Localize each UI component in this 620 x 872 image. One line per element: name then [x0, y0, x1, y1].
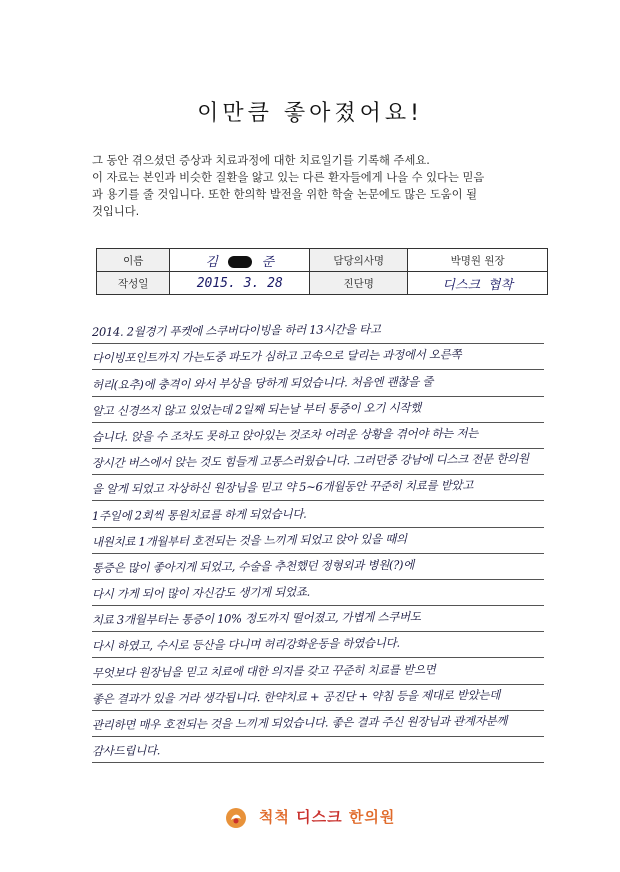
diary-line-text: 통증은 많이 좋아지게 되었고, 수술을 추천했던 정형외과 병원(?)에	[91, 557, 415, 575]
diary-line-text: 2014. 2월경기 푸켓에 스쿠버다이빙을 하러 13시간을 타고	[91, 322, 381, 340]
diary-line-text: 장시간 버스에서 앉는 것도 힘들게 고통스러웠습니다. 그러던중 강남에 디스크 전문 한의원	[91, 451, 529, 471]
clinic-name-part2: 디스크	[296, 808, 343, 826]
patient-info-table	[96, 248, 548, 295]
diary-line	[92, 632, 544, 658]
diary-line-text: 다시 하였고, 수시로 등산을 다니며 허리강화운동을 하였습니다.	[91, 636, 400, 654]
intro-line: 과 용기를 줄 것입니다. 또한 한의학 발전을 위한 학술 논문에도 많은 도움이 될	[92, 188, 477, 201]
doctor-label: 담당의사명	[310, 249, 408, 272]
intro-text	[92, 152, 552, 220]
diary-line	[92, 344, 544, 370]
diary-lines	[92, 318, 544, 763]
diary-line-text: 을 알게 되었고 자상하신 원장님을 믿고 약 5~6개월동안 꾸준히 치료를 받았고	[91, 478, 474, 497]
intro-line: 것입니다.	[92, 205, 140, 218]
diary-line-text: 습니다. 앉을 수 조차도 못하고 앉아있는 것조차 어려운 상황을 겪어야 하는 저는	[91, 425, 479, 444]
diary-line	[92, 423, 544, 449]
diary-line	[92, 397, 544, 423]
clinic-name-part3: 한의원	[348, 808, 396, 826]
diary-line-text: 내원치료 1개월부터 호전되는 것을 느끼게 되었고 앉아 있을 때의	[91, 531, 407, 549]
name-label: 이름	[97, 249, 170, 272]
clinic-emblem-icon	[225, 807, 247, 829]
diary-line-text: 다시 가게 되어 많이 자신감도 생기게 되었죠.	[91, 584, 311, 602]
name-value	[170, 249, 310, 272]
diary-line-text: 다이빙포인트까지 가는도중 파도가 심하고 고속으로 달리는 과정에서 오른쪽	[91, 347, 462, 366]
date-value: 2015. 3. 28	[170, 272, 310, 295]
diary-line	[92, 685, 544, 711]
page-title: 이만큼 좋아졌어요!	[197, 101, 423, 126]
diary-line	[92, 475, 544, 501]
diary-line	[92, 580, 544, 606]
diary-line	[92, 658, 544, 684]
clinic-name-part1: 척척	[258, 808, 290, 826]
intro-line: 그 동안 겪으셨던 증상과 치료과정에 대한 치료일기를 기록해 주세요.	[92, 154, 430, 167]
diary-line-text: 알고 신경쓰지 않고 있었는데 2일째 되는날 부터 통증이 오기 시작했	[91, 400, 422, 418]
diary-line-text: 치료 3개월부터는 통증이 10% 정도까지 떨어졌고, 가볍게 스쿠버도	[91, 609, 421, 628]
diary-line-text: 좋은 결과가 있을 거라 생각됩니다. 한약치료 + 공진단 + 약침 등을 제대로 받았는데	[91, 687, 501, 706]
diary-line-text: 감사드립니다.	[91, 743, 161, 759]
diagnosis-value: 디스크 협착	[408, 272, 548, 295]
diary-line-text: 1주일에 2회씩 통원치료를 하게 되었습니다.	[91, 506, 307, 523]
intro-line: 이 자료는 본인과 비슷한 질환을 앓고 있는 다른 환자들에게 나을 수 있다는 믿음	[92, 171, 485, 184]
diary-line	[92, 737, 544, 763]
diary-line-text: 무엇보다 원장님을 믿고 치료에 대한 의지를 갖고 꾸준히 치료를 받으면	[91, 662, 436, 680]
name-value-first: 김	[205, 254, 218, 270]
name-value-last: 준	[261, 254, 275, 270]
clinic-logo	[0, 806, 620, 829]
doctor-value: 박명원 원장	[408, 249, 548, 272]
redaction-blot	[228, 256, 252, 268]
diary-line-text: 허리(요추)에 충격이 와서 부상을 당하게 되었습니다. 처음엔 괜찮을 줄	[91, 373, 434, 392]
diary-line	[92, 370, 544, 396]
diary-line	[92, 711, 544, 737]
diagnosis-label: 진단명	[310, 272, 408, 295]
diary-line	[92, 449, 544, 475]
diary-line	[92, 318, 544, 344]
diary-line-text: 관리하면 매우 호전되는 것을 느끼게 되었습니다. 좋은 결과 주신 원장님과 관계자분께	[91, 713, 508, 733]
diary-line	[92, 554, 544, 580]
diary-line	[92, 501, 544, 527]
diary-line	[92, 528, 544, 554]
diary-line	[92, 606, 544, 632]
date-label: 작성일	[97, 272, 170, 295]
